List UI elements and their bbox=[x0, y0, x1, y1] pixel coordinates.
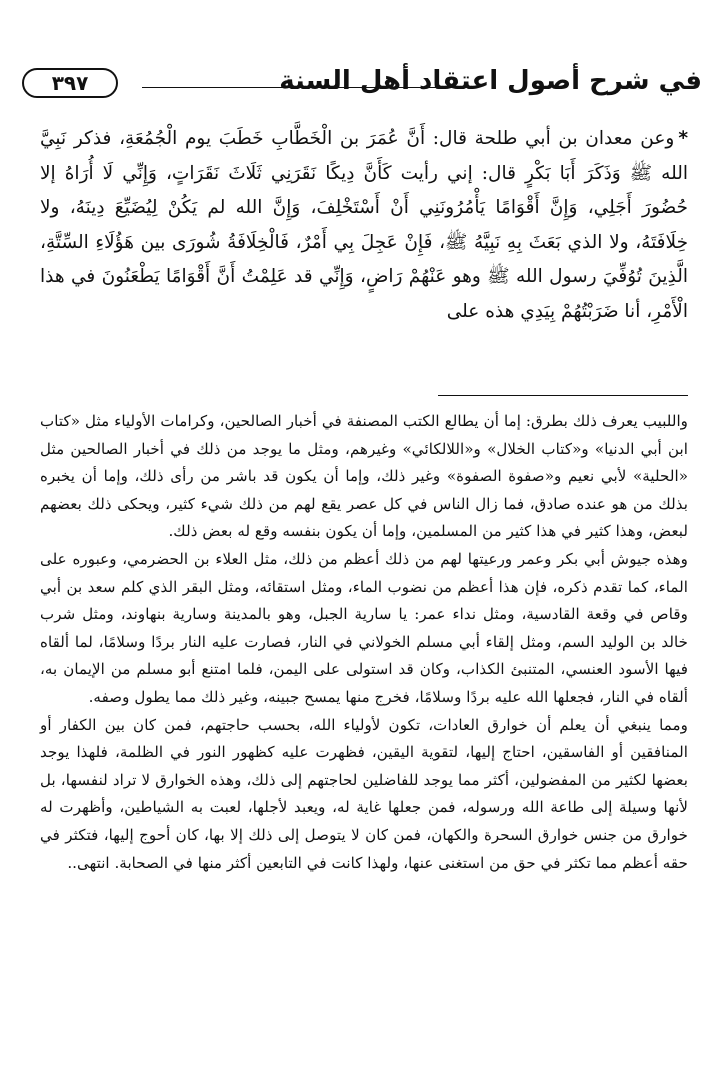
main-paragraph-text: وعن معدان بن أبي طلحة قال: أَنَّ عُمَرَ بن الْخَطَّابِ خَطَبَ يوم الْجُمُعَةِ، فذكر نَبِيَّ الله ﷺ وَذَكَرَ أَبَا بَكْرٍ قال: إني رأيت كَأَنَّ دِيكًا نَقَرَنِي ثَلَاثَ نَقَرَاتٍ، وَإِنِّي لَا أُرَاهُ إلا حُضُورَ أَجَلِي، وَإِنَّ أَقْوَامًا يَأْمُرُونَنِي أَنْ أَسْتَخْلِفَ، وَإِنَّ الله لم يَكُنْ لِيُضَيِّعَ دِينَهُ، ولا خِلَافَتَهُ، ولا الذي بَعَثَ بِهِ نَبِيَّهُ ﷺ، فَإِنْ عَجِلَ بِي أَمْرٌ، فَالْخِلَافَةُ شُورَى بين هَؤُلَاءِ السِّتَّةِ، الَّذِينَ تُوُفِّيَ رسول الله ﷺ وهو عَنْهُمْ رَاضٍ، وَإِنِّي قد عَلِمْتُ أَنَّ أَقْوَامًا يَطْعَنُونَ في هذا الْأَمْرِ، أنا ضَرَبْتُهُمْ بِيَدِي هذه على bbox=[40, 128, 688, 322]
footnote-paragraph: واللبيب يعرف ذلك بطرق: إما أن يطالع الكتب المصنفة في أخبار الصالحين، وكرامات الأولياء مثل «كتاب ابن أبي الدنيا» و«كتاب الخلال» و«اللالكائي» وغيرهم، ومثل ما يوجد من ذلك في أخبار الصالحين مثل «الحلية» لأبي نعيم و«صفوة الصفوة» وغير ذلك، وإما أن يكون قد باشر من رأى ذلك، وإما أن يخبره بذلك من هو عنده صادق، فما زال الناس في كل عصر يقع لهم من ذلك شيء كثير، ويحكى ذلك بعضهم لبعض، وهذا كثير في هذا كثير من المسلمين، وإما أن يكون بنفسه وقع له بعض ذلك. bbox=[40, 412, 688, 541]
page-header bbox=[22, 60, 702, 110]
page-number-badge: ٣٩٧ bbox=[22, 68, 118, 98]
main-paragraph bbox=[40, 122, 688, 330]
footnote bbox=[40, 408, 688, 877]
footnote-paragraph: وهذه جيوش أبي بكر وعمر ورعيتها لهم من ذلك أعظم من ذلك، مثل العلاء بن الحضرمي، وعبوره على الماء، كما تقدم ذكره، فإن هذا أعظم من نضوب الماء، ومثل استقائه، ومثل البقر الذي كلم سعد بن أبي وقاص في وقعة القادسية، ومثل نداء عمر: يا سارية الجبل، وهو بالمدينة وسارية بنهاوند، ومثل شرب خالد بن الوليد السم، ومثل إلقاء أبي مسلم الخولاني في النار، فصارت عليه النار بردًا وسلامًا، لما ألقاه فيها الأسود العنسي، المتنبئ الكذاب، وكان قد استولى على اليمن، فلما امتنع أبو مسلم من الإيمان به، ألقاه في النار، فجعلها الله عليه بردًا وسلامًا، فخرج منها يمسح جبينه، وغير ذلك مما يطول وصفه. bbox=[40, 549, 688, 706]
footnote-paragraph: ومما ينبغي أن يعلم أن خوارق العادات، تكون لأولياء الله، بحسب حاجتهم، فمن كان بين الكفار أو المنافقين أو الفاسقين، احتاج إليها، لتقوية اليقين، فظهرت عليه كظهور النور في الظلمة، فلهذا يوجد بعضها لكثير من المفضولين، أكثر مما يوجد للفاضلين لحاجتهم إلى ذلك، وهذه الخوارق لا تراد لنفسها، بل لأنها وسيلة إلى طاعة الله ورسوله، فمن جعلها غاية له، ويعبد لأجلها، لعبت به الشياطين، وأظهرت له خوارق من جنس خوارق السحرة والكهان، فمن كان لا يتوصل إلى ذلك إلا بها، كان أحوج إليها، فتكثر في حقه أعظم مما تكثر في حق من استغنى عنها، ولهذا كانت في التابعين أكثر منها في الصحابة. انتهى.. bbox=[40, 715, 688, 872]
star-marker: * bbox=[678, 128, 688, 149]
footnote-separator bbox=[438, 395, 688, 396]
header-rule bbox=[142, 87, 470, 88]
main-text bbox=[40, 122, 688, 330]
running-title: في شرح أصول اعتقاد أهل السنة bbox=[279, 66, 702, 96]
